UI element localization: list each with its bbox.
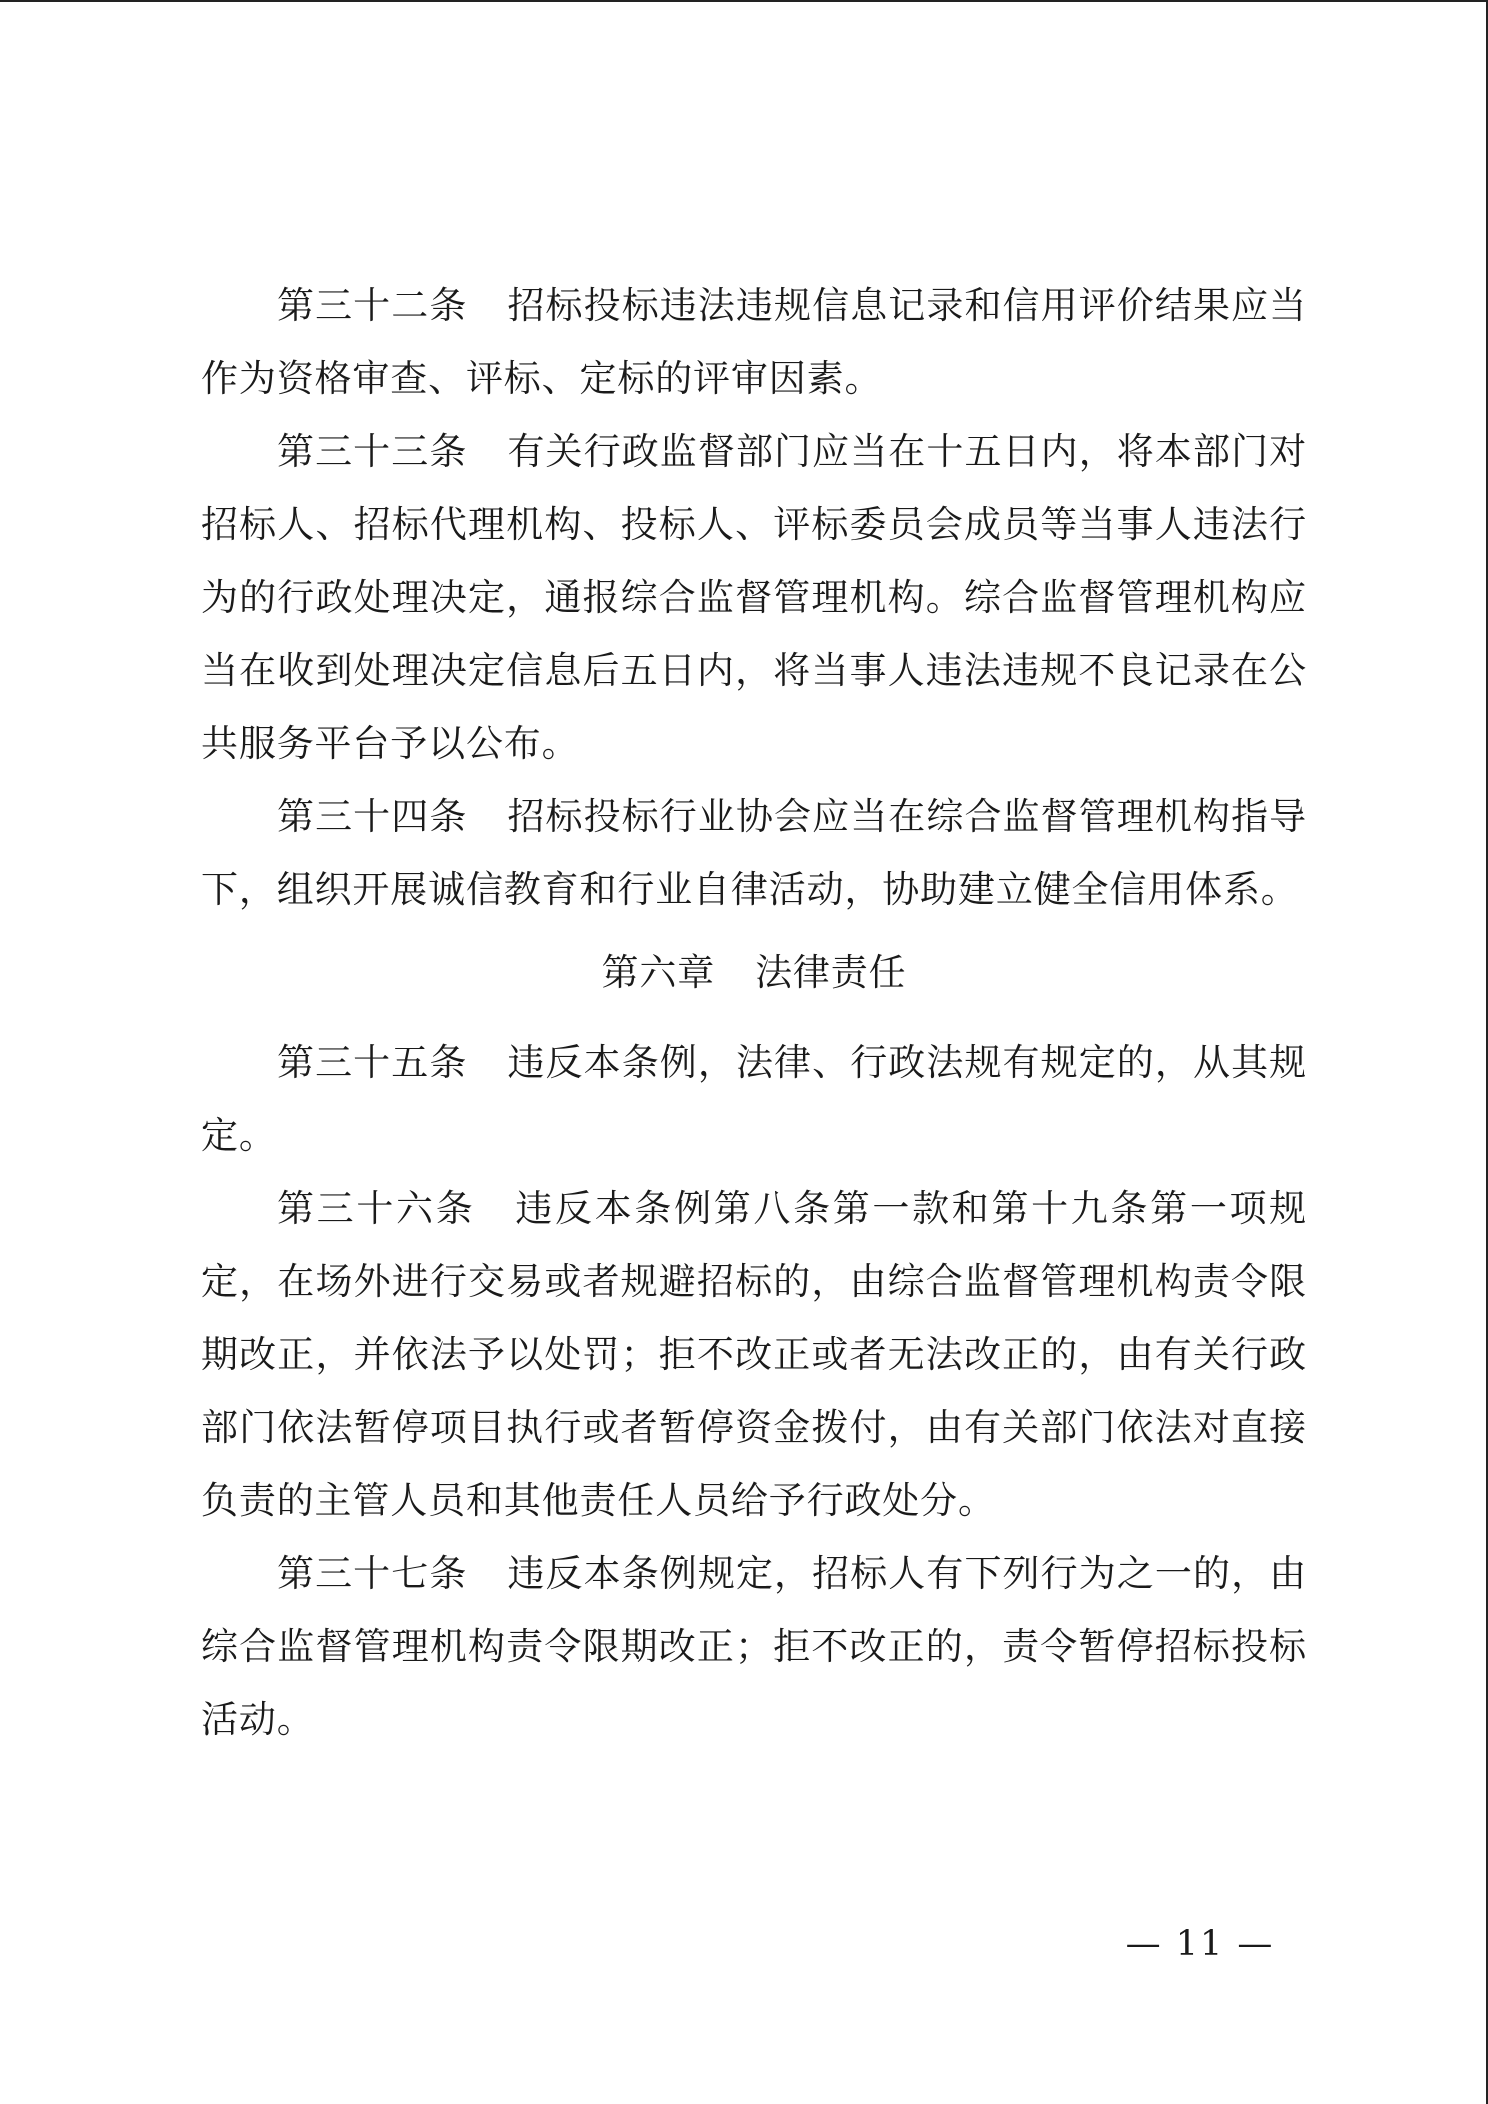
- article-number: 第三十四条: [277, 795, 468, 838]
- chapter-number: 第六章: [601, 951, 716, 994]
- article-number: 第三十七条: [277, 1552, 468, 1595]
- article-number: 第三十二条: [277, 284, 468, 327]
- article-33: [201, 415, 1307, 780]
- article-35: [201, 1026, 1307, 1172]
- article-36: [201, 1172, 1307, 1537]
- article-number: 第三十五条: [277, 1041, 468, 1084]
- article-text: 招标投标行业协会应当在综合监督管理机构指导下，组织开展诚信教育和行业自律活动，协助建立健全信用体系。: [201, 795, 1307, 911]
- page-number: — 11 —: [1125, 1924, 1275, 1964]
- article-number: 第三十六条: [277, 1187, 476, 1230]
- article-text: 违反本条例，法律、行政法规有规定的，从其规定。: [201, 1041, 1307, 1157]
- document-body: [201, 269, 1307, 1756]
- article-text: 违反本条例第八条第一款和第十九条第一项规定，在场外进行交易或者规避招标的，由综合监督管理机构责令限期改正，并依法予以处罚；拒不改正或者无法改正的，由有关行政部门依法暂停项目执行或者暂停资金拨付，由有关部门依法对直接负责的主管人员和其他责任人员给予行政处分。: [201, 1187, 1308, 1522]
- article-32: [201, 269, 1307, 415]
- article-text: 招标投标违法违规信息记录和信用评价结果应当作为资格审查、评标、定标的评审因素。: [201, 284, 1307, 400]
- article-37: [201, 1537, 1307, 1756]
- article-text: 违反本条例规定，招标人有下列行为之一的，由综合监督管理机构责令限期改正；拒不改正的，责令暂停招标投标活动。: [201, 1552, 1307, 1741]
- chapter-heading: [201, 926, 1307, 1026]
- chapter-title: 法律责任: [755, 951, 907, 994]
- article-text: 有关行政监督部门应当在十五日内，将本部门对招标人、招标代理机构、投标人、评标委员会成员等当事人违法行为的行政处理决定，通报综合监督管理机构。综合监督管理机构应当在收到处理决定信息后五日内，将当事人违法违规不良记录在公共服务平台予以公布。: [201, 430, 1307, 765]
- article-number: 第三十三条: [277, 430, 468, 473]
- article-34: [201, 780, 1307, 926]
